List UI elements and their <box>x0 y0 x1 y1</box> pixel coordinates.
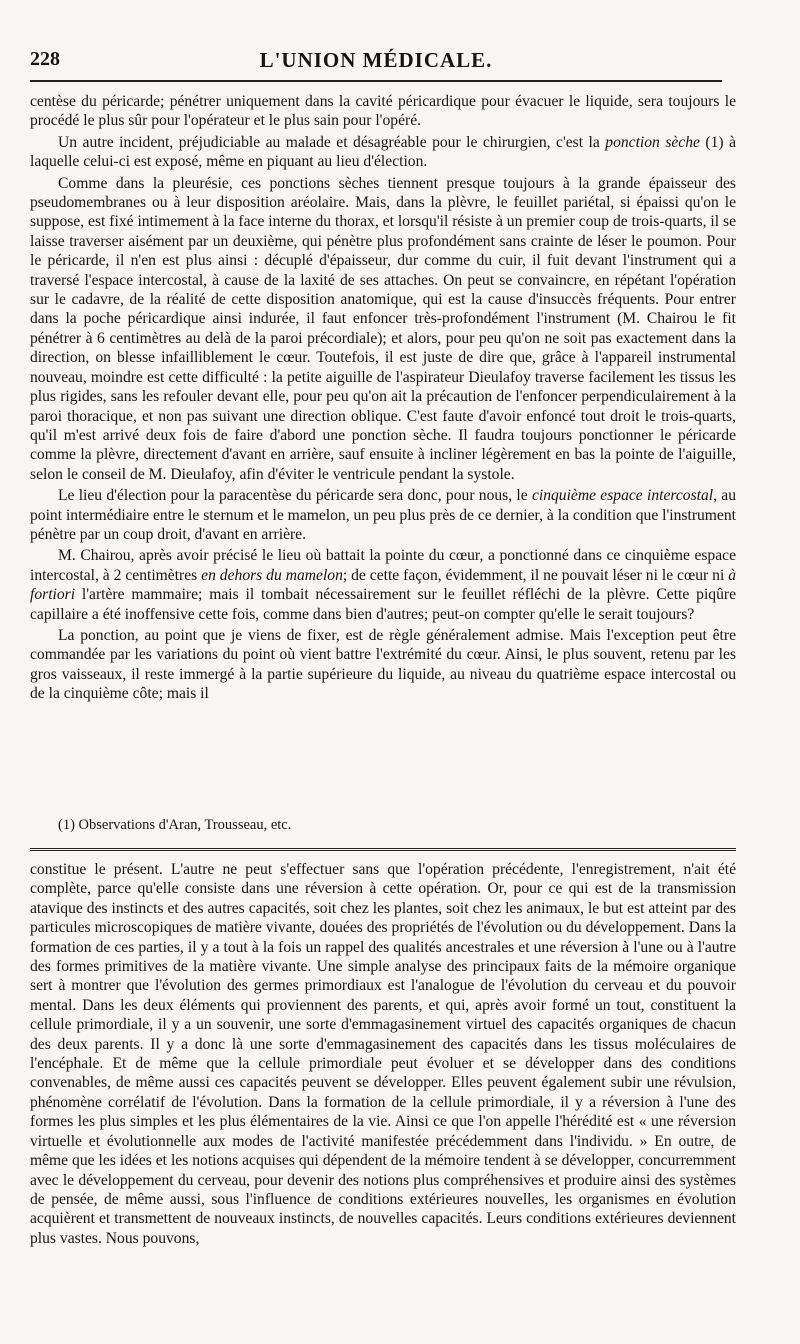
article-heredity-text <box>30 860 736 1248</box>
paragraph: Comme dans la pleurésie, ces ponctions sèches tiennent presque toujours à la grande épaisseur des pseudomembranes ou à leur disposition aréolaire. Mais, dans la plèvre, le feuillet pariétal, si épaissi qu'on le suppose, est fixé intimement à la face interne du thorax, et lorsqu'il résiste à un premier coup de trois-quarts, il se laisse traverser aisément par un deuxième, qui pénètre plus profondément sans crainte de léser le poumon. Pour le péricarde, il n'en est plus ainsi : décuplé d'épaisseur, dur comme du cuir, il fuit devant l'instrument qui a traversé l'espace intercostal, à cause de la laxité de ses attaches. On peut se convaincre, en répétant l'opération sur le cadavre, de la réalité de cette disposition anatomique, qui est la cause d'insuccès fréquents. Pour entrer dans la poche péricardique ainsi indurée, il faut enfoncer très-profondément l'instrument (M. Chairou le fit pénétrer à 6 centimètres au delà de la paroi précordiale); et alors, pour peu qu'on ne soit pas exactement dans la direction, on blesse infailliblement le cœur. Toutefois, il est juste de dire que, grâce à l'appareil instrumental nouveau, moindre est cette difficulté : la petite aiguille de l'aspirateur Dieulafoy traverse facilement les tissus les plus rigides, sans les refouler devant elle, pour peu qu'on ait la précaution de l'enfoncer perpendiculairement à la paroi thoracique, et non pas suivant une direction oblique. C'est faute d'avoir enfoncé tout droit le trois-quarts, qu'il m'est arrivé deux fois de faire d'abord une ponction sèche. Il faudra toujours ponctionner le péricarde comme la plèvre, directement d'avant en arrière, sauf ensuite à incliner légèrement en bas la pointe de l'aiguille, selon le conseil de M. Dieulafoy, afin d'éviter le ventricule pendant la systole. <box>30 174 736 483</box>
paragraph: La ponction, au point que je viens de fixer, est de règle généralement admise. Mais l'exception peut être commandée par les variations du point où vient battre l'extrémité du cœur. Ainsi, le plus souvent, retenu par les gros vaisseaux, il reste immergé à la partie supérieure du liquide, au niveau du quatrième espace intercostal ou de la cinquième côte; mais il <box>30 626 736 703</box>
paragraph: Un autre incident, préjudiciable au malade et désagréable pour le chirurgien, c'est la ponction sèche (1) à laquelle celui-ci est exposé, même en piquant au lieu d'élection. <box>30 133 736 171</box>
header-rule <box>30 80 722 82</box>
page-header <box>30 48 722 78</box>
article-surgery-text <box>30 92 736 704</box>
journal-title: L'UNION MÉDICALE. <box>259 48 493 72</box>
paragraph: constitue le présent. L'autre ne peut s'effectuer sans que l'opération précédente, l'enregistrement, n'ait été complète, parce qu'elle consiste dans une réversion à cette opération. Or, pour ce qui est de la transmission atavique des instincts et des autres capacités, soit chez les plantes, soit chez les animaux, le but est atteint par des particules microscopiques de matière vivante, douées des propriétés de l'évolution ou du développement. Dans la formation de ces parties, il y a tout à la fois un rappel des qualités ancestrales et une réversion à l'une ou à l'autre des formes primitives de la matière vivante. Une simple analyse des principaux faits de la mémoire organique sert à montrer que l'évolution des germes primordiaux est l'analogue de l'évolution du cerveau et du pouvoir mental. Dans les deux éléments qui proviennent des parents, et qui, après avoir formé un tout, constituent la cellule primordiale, il y a un souvenir, une sorte d'emmagasinement virtuel des capacités organiques de chacun des deux parents. Il y a donc là une sorte d'emmagasinement des capacités dans les tissus moléculaires de l'encéphale. Et de même que la cellule primordiale peut évoluer et se développer dans des conditions convenables, de même aussi ces capacités peuvent se développer. Elles peuvent également subir une révulsion, phénomène corrélatif de l'évolution. Dans la formation de la cellule primordiale, il y a réversion à l'une des formes les plus simples et les plus élémentaires de la vie. Ainsi ce que l'on appelle l'hérédité est « une réversion virtuelle et évolutionnelle aux modes de l'activité manifestée précédemment dans l'individu. » En outre, de même que les idées et les notions acquises qui dépendent de la mémoire tendent à se développer, concurremment avec le développement du cerveau, pour devenir des notions plus compréhensives et produire ainsi des systèmes de pensée, de même aussi, sous l'influence de conditions extérieures nouvelles, les organismes en évolution acquièrent et transmettent de nouveaux instincts, de nouvelles capacités. Leurs conditions extérieures deviennent plus vastes. Nous pouvons, <box>30 861 736 1247</box>
footnote: (1) Observations d'Aran, Trousseau, etc. <box>58 817 292 833</box>
page-number: 228 <box>30 48 60 70</box>
paragraph: M. Chairou, après avoir précisé le lieu où battait la pointe du cœur, a ponctionné dans ce cinquième espace intercostal, à 2 centimètres en dehors du mamelon; de cette façon, évidemment, il ne pouvait léser ni le cœur ni à fortiori l'artère mammaire; mais il tombait nécessairement sur le feuillet réfléchi de la plèvre. Cette piqûre capillaire a été inoffensive cette fois, comme dans bien d'autres; peut-on compter qu'elle le serait toujours? <box>30 547 736 623</box>
section-separator-rule <box>30 848 736 852</box>
paragraph: centèse du péricarde; pénétrer uniquement dans la cavité péricardique pour évacuer le liquide, sera toujours le procédé le plus sûr pour l'opérateur et le plus sain pour l'opéré. <box>30 93 736 130</box>
paragraph: Le lieu d'élection pour la paracentèse du péricarde sera donc, pour nous, le cinquième espace intercostal, au point intermédiaire entre le sternum et le mamelon, un peu plus près de ce dernier, à la condition que l'instrument pénètre par un coup droit, d'avant en arrière. <box>30 487 736 543</box>
